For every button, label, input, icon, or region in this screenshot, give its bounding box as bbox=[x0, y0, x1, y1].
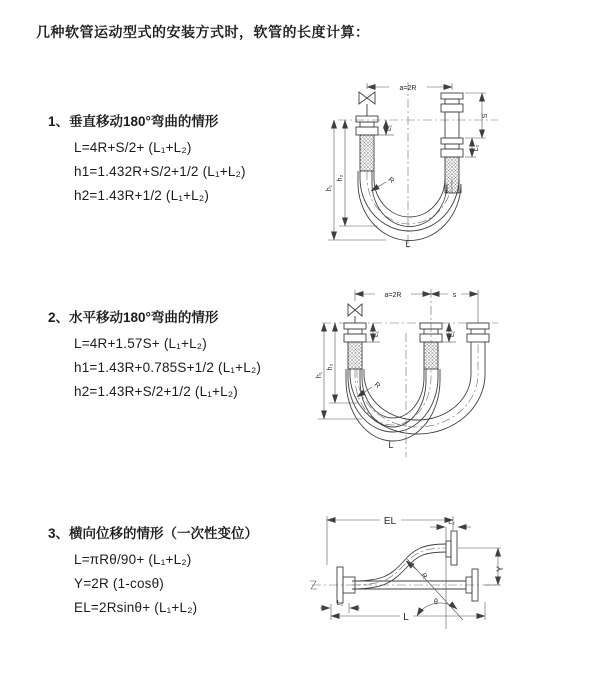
fitting-length-dimension-left bbox=[378, 120, 394, 135]
dim-a2r-label: a=2R bbox=[384, 292, 402, 299]
section-2-heading: 2、水平移动180°弯曲的情形 bbox=[48, 310, 219, 325]
dim-l2-label: L₂ bbox=[473, 144, 480, 152]
dim-h2-label: h₂ bbox=[337, 174, 344, 182]
stroke-dimension-right bbox=[465, 93, 489, 157]
left-pipe-fitting bbox=[344, 323, 366, 369]
dim-theta-label: θ bbox=[434, 599, 438, 606]
dim-l1-mid-label: L₁ bbox=[449, 330, 456, 338]
right-pipe-fitting bbox=[467, 323, 489, 342]
angle-construction bbox=[407, 527, 463, 629]
y-dimension bbox=[458, 548, 505, 585]
valve-symbol-icon bbox=[359, 92, 375, 116]
lateral-displacement-diagram bbox=[300, 503, 600, 663]
page-title: 几种软管运动型式的安装方式时，软管的长度计算： bbox=[36, 24, 370, 40]
section-3-heading: 3、横向位移的情形（一次性变位） bbox=[48, 526, 259, 541]
section-3 bbox=[48, 522, 258, 624]
fitting-length-dimensions bbox=[366, 323, 456, 342]
horizontal-bend-diagram bbox=[310, 283, 596, 461]
l1-dimension bbox=[320, 600, 360, 613]
el-dimension bbox=[327, 516, 453, 565]
dim-radius-label: R bbox=[372, 381, 382, 390]
section-1-formula-h2: h2=1.43R+1/2 (L₁+L₂) bbox=[74, 188, 210, 203]
valve-symbol-icon bbox=[348, 304, 362, 323]
section-3-formula-L: L=πRθ/90+ (L₁+L₂) bbox=[74, 552, 192, 567]
section-1-heading: 1、垂直移动180°弯曲的情形 bbox=[48, 114, 219, 129]
left-pipe-fitting bbox=[356, 116, 378, 171]
hose-u-bends bbox=[346, 342, 485, 441]
section-2-formula-h2: h2=1.43R+S/2+1/2 (L₁+L₂) bbox=[74, 384, 238, 399]
dim-l1-left-label: L₁ bbox=[373, 330, 380, 338]
dim-h1-label: h₁ bbox=[316, 371, 323, 379]
dim-a2r-label: a=2R bbox=[399, 85, 417, 92]
section-1 bbox=[48, 110, 246, 212]
dim-length-label: L bbox=[388, 440, 394, 450]
dim-radius-label: R bbox=[386, 176, 396, 185]
radius-callout bbox=[406, 561, 428, 580]
length-dimension bbox=[331, 602, 485, 623]
section-2-formula-L: L=4R+1.57S+ (L₁+L₂) bbox=[74, 336, 207, 351]
dim-l1-label: L₁ bbox=[336, 600, 344, 607]
section-2-formula-h1: h1=1.43R+0.785S+1/2 (L₁+L₂) bbox=[74, 360, 262, 375]
vertical-bend-diagram bbox=[312, 76, 594, 252]
dim-l1-label: L₁ bbox=[386, 124, 393, 132]
section-1-formula-L: L=4R+S/2+ (L₁+L₂) bbox=[74, 140, 192, 155]
dim-s-label: s bbox=[452, 292, 457, 299]
dim-h2-label: h₂ bbox=[327, 363, 334, 371]
s-curve-hose bbox=[352, 544, 446, 589]
dim-l2-label: L₂ bbox=[448, 519, 455, 526]
upper-right-flange bbox=[446, 531, 457, 565]
section-3-formula-Y: Y=2R (1-cosθ) bbox=[74, 576, 165, 591]
section-2 bbox=[48, 306, 261, 408]
dim-s-label: S bbox=[482, 113, 489, 119]
dim-radius-label: R bbox=[419, 572, 428, 581]
right-pipe-fitting bbox=[441, 93, 463, 193]
height-dimensions bbox=[326, 120, 386, 240]
dim-length-label: L bbox=[403, 612, 409, 623]
dim-length-label: L bbox=[405, 239, 411, 249]
top-width-dimensions bbox=[355, 290, 478, 323]
top-width-dimension bbox=[367, 83, 452, 92]
dim-h1-label: h₁ bbox=[326, 184, 333, 192]
section-3-formula-EL: EL=2Rsinθ+ (L₁+L₂) bbox=[74, 600, 198, 615]
section-1-formula-h1: h1=1.432R+S/2+1/2 (L₁+L₂) bbox=[74, 164, 246, 179]
dim-el-label: EL bbox=[383, 516, 397, 527]
dim-y-label: Y bbox=[495, 565, 505, 573]
